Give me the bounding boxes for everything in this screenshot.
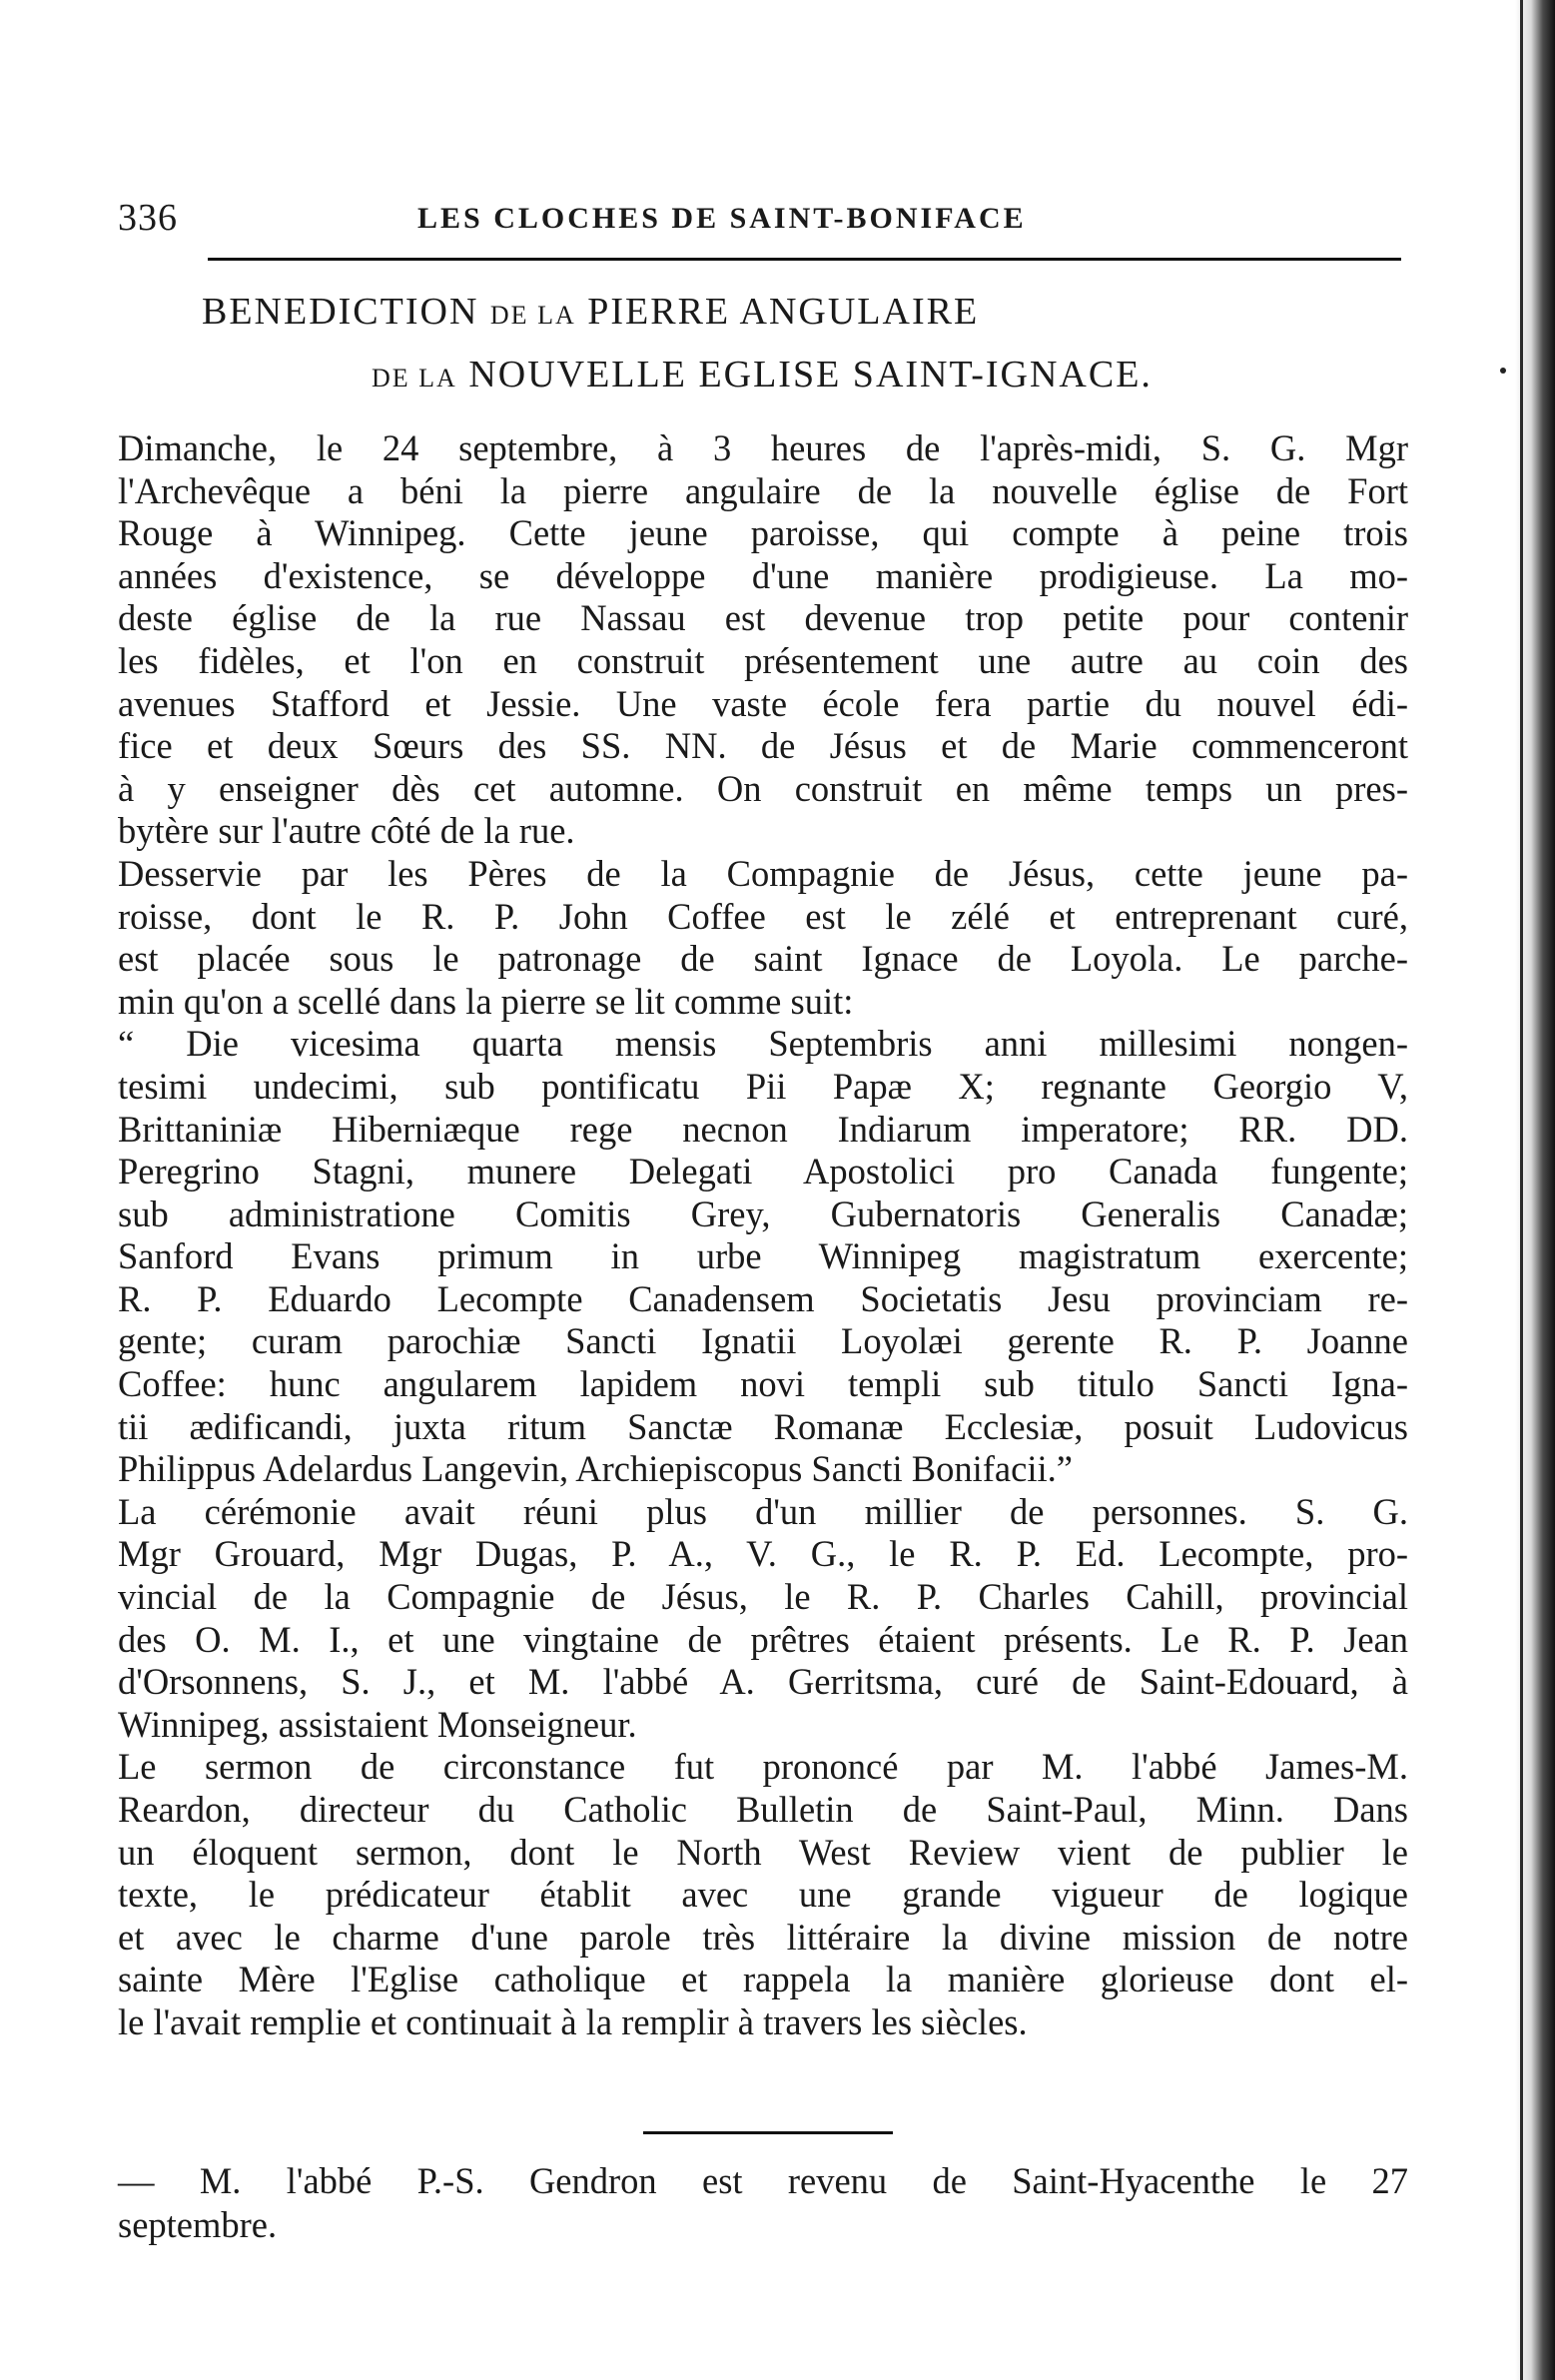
text-line: avenues Stafford et Jessie. Une vaste école fera partie du nouvel édi- [118,682,1408,724]
text-line: “ Die vicesima quarta mensis Septembris anni millesimi nongen- [118,1023,1408,1065]
text-line: Desservie par les Pères de la Compagnie de Jésus, cette jeune pa- [118,852,1408,894]
text-line: Winnipeg, assistaient Monseigneur. [118,1703,637,1745]
text-line: deste église de la rue Nassau est devenue trop petite pour contenir [118,597,1408,639]
title-small-caps: DE LA [372,364,457,393]
text-line: sainte Mère l'Eglise catholique et rappela la manière glorieuse dont el- [118,1959,1408,2000]
text-line: un éloquent sermon, dont le North West Review vient de publier le [118,1831,1408,1873]
header-rule [208,258,1401,261]
text-line: d'Orsonnens, S. J., et M. l'abbé A. Gerritsma, curé de Saint-Edouard, à [118,1661,1408,1703]
page-header [118,196,1406,240]
text-line: Peregrino Stagni, munere Delegati Apostolici pro Canada fungente; [118,1151,1408,1192]
article-body [118,427,1408,2044]
text-line: Brittaniniæ Hiberniæque rege necnon Indiarum imperatore; RR. DD. [118,1108,1408,1150]
title-text: NOUVELLE EGLISE SAINT-IGNACE. [456,354,1153,396]
text-line: Philippus Adelardus Langevin, Archiepiscopus Sancti Bonifacii.” [118,1448,1073,1490]
text-line: Reardon, directeur du Catholic Bulletin de Saint-Paul, Minn. Dans [118,1789,1408,1830]
text-line: gente; curam parochiæ Sancti Ignatii Loyolæi gerente R. P. Joanne [118,1320,1408,1362]
text-line: vincial de la Compagnie de Jésus, le R. P. Charles Cahill, provincial [118,1576,1408,1618]
title-text: PIERRE ANGULAIRE [575,291,980,333]
text-line: Rouge à Winnipeg. Cette jeune paroisse, qui compte à peine trois [118,512,1408,554]
text-line: sub administratione Comitis Grey, Gubernatoris Generalis Canadæ; [118,1192,1408,1234]
text-line: — M. l'abbé P.-S. Gendron est revenu de Saint-Hyacenthe le 27 [118,2160,1408,2201]
title-small-caps: DE LA [489,301,576,330]
text-line: est placée sous le patronage de saint Ignace de Loyola. Le parche- [118,938,1408,980]
running-title: LES CLOCHES DE SAINT-BONIFACE [417,202,1027,235]
ink-speck [1500,368,1506,374]
text-line: min qu'on a scellé dans la pierre se lit comme suit: [118,980,854,1022]
text-line: Le sermon de circonstance fut prononcé par M. l'abbé James-M. [118,1746,1408,1788]
text-line: roisse, dont le R. P. John Coffee est le zélé et entreprenant curé, [118,895,1408,937]
text-line: et avec le charme d'une parole très littéraire la divine mission de notre [118,1916,1408,1958]
section-rule [643,2131,893,2134]
article-title-line-2 [372,353,1370,397]
text-line: les fidèles, et l'on en construit présentement une autre au coin des [118,639,1408,681]
text-line: l'Archevêque a béni la pierre angulaire de la nouvelle église de Fort [118,469,1408,511]
text-line: le l'avait remplie et continuait à la remplir à travers les siècles. [118,2000,1028,2042]
text-line: tii ædificandi, juxta ritum Sanctæ Romanæ Ecclesiæ, posuit Ludovicus [118,1405,1408,1447]
text-line: années d'existence, se développe d'une manière prodigieuse. La mo- [118,554,1408,596]
text-line: septembre. [118,2204,278,2245]
text-line: Dimanche, le 24 septembre, à 3 heures de l'après-midi, S. G. Mgr [118,427,1408,468]
article-title-line-1 [202,290,1300,334]
text-line: texte, le prédicateur établit avec une grande vigueur de logique [118,1874,1408,1916]
text-line: fice et deux Sœurs des SS. NN. de Jésus et de Marie commenceront [118,725,1408,767]
text-line: Sanford Evans primum in urbe Winnipeg magistratum exercente; [118,1235,1408,1277]
news-note [118,2159,1408,2247]
page-number: 336 [118,197,178,239]
text-line: tesimi undecimi, sub pontificatu Pii Papæ X; regnante Georgio V, [118,1065,1408,1107]
title-text: BENEDICTION [202,291,490,333]
text-line: bytère sur l'autre côté de la rue. [118,810,575,852]
page-edge-line [1520,0,1523,2380]
text-line: R. P. Eduardo Lecompte Canadensem Societatis Jesu provinciam re- [118,1277,1408,1319]
text-line: Coffee: hunc angularem lapidem novi templi sub titulo Sancti Igna- [118,1363,1408,1405]
text-line: La cérémonie avait réuni plus d'un millier de personnes. S. G. [118,1490,1408,1532]
text-line: Mgr Grouard, Mgr Dugas, P. A., V. G., le R. P. Ed. Lecompte, pro- [118,1533,1408,1575]
text-line: des O. M. I., et une vingtaine de prêtres étaient présents. Le R. P. Jean [118,1618,1408,1660]
text-line: à y enseigner dès cet automne. On construit en même temps un pres- [118,767,1408,809]
